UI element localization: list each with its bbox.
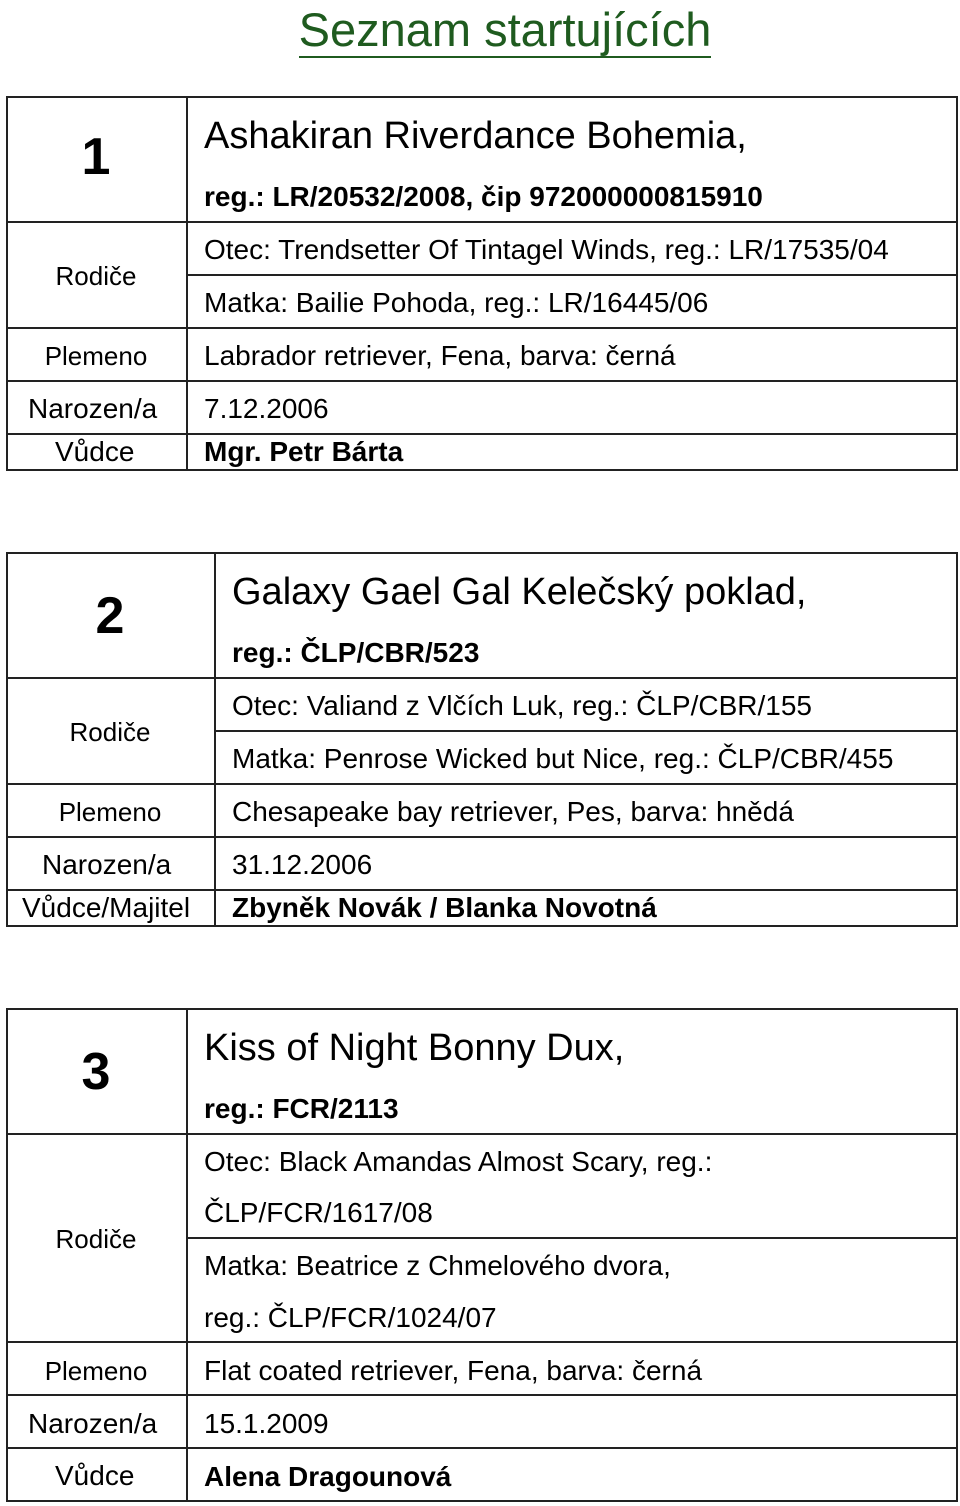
parents-label: Rodiče — [55, 261, 137, 291]
dam: Matka: Penrose Wicked but Nice, reg.: ČLP/CBR/455 — [232, 743, 894, 774]
born-date: 15.1.2009 — [204, 1408, 329, 1439]
dam-line-1: Matka: Beatrice z Chmelového dvora, — [204, 1250, 671, 1281]
born-date: 31.12.2006 — [232, 849, 373, 880]
breed: Labrador retriever, Fena, barva: černá — [204, 340, 676, 371]
handler: Alena Dragounová — [204, 1461, 452, 1492]
dog-name: Kiss of Night Bonny Dux, — [204, 1027, 625, 1069]
born-label: Narozen/a — [28, 393, 158, 424]
dog-name: Galaxy Gael Gal Kelečský poklad, — [232, 571, 807, 613]
registration: reg.: LR/20532/2008, čip 972000000815910 — [204, 181, 763, 212]
breed-label: Plemeno — [44, 341, 148, 371]
entry-number: 3 — [81, 1043, 111, 1101]
dog-name: Ashakiran Riverdance Bohemia, — [204, 115, 747, 157]
handler-label: Vůdce — [55, 1460, 135, 1491]
handler: Zbyněk Novák / Blanka Novotná — [232, 892, 657, 923]
born-label: Narozen/a — [42, 849, 172, 880]
entry-number: 2 — [95, 587, 125, 645]
sire-line-1: Otec: Black Amandas Almost Scary, reg.: — [204, 1146, 713, 1177]
handler-label: Vůdce — [55, 436, 135, 467]
dam: Matka: Bailie Pohoda, reg.: LR/16445/06 — [204, 287, 709, 318]
parents-label: Rodiče — [69, 717, 151, 747]
born-label: Narozen/a — [28, 1408, 158, 1439]
breed: Flat coated retriever, Fena, barva: černá — [204, 1355, 703, 1386]
breed: Chesapeake bay retriever, Pes, barva: hnědá — [232, 796, 794, 827]
registration: reg.: ČLP/CBR/523 — [232, 637, 480, 668]
entry-number: 1 — [81, 128, 111, 186]
born-date: 7.12.2006 — [204, 393, 329, 424]
page-title: Seznam startujících — [298, 3, 712, 56]
registration: reg.: FCR/2113 — [204, 1093, 399, 1124]
sire: Otec: Trendsetter Of Tintagel Winds, reg.: LR/17535/04 — [204, 234, 889, 265]
breed-label: Plemeno — [58, 797, 162, 827]
sire: Otec: Valiand z Vlčích Luk, reg.: ČLP/CBR/155 — [232, 690, 812, 721]
handler-label: Vůdce/Majitel — [22, 892, 191, 923]
parents-label: Rodiče — [55, 1224, 137, 1254]
handler: Mgr. Petr Bárta — [204, 436, 404, 467]
dam-line-2: reg.: ČLP/FCR/1024/07 — [204, 1302, 497, 1333]
breed-label: Plemeno — [44, 1356, 148, 1386]
sire-line-2: ČLP/FCR/1617/08 — [204, 1197, 433, 1228]
